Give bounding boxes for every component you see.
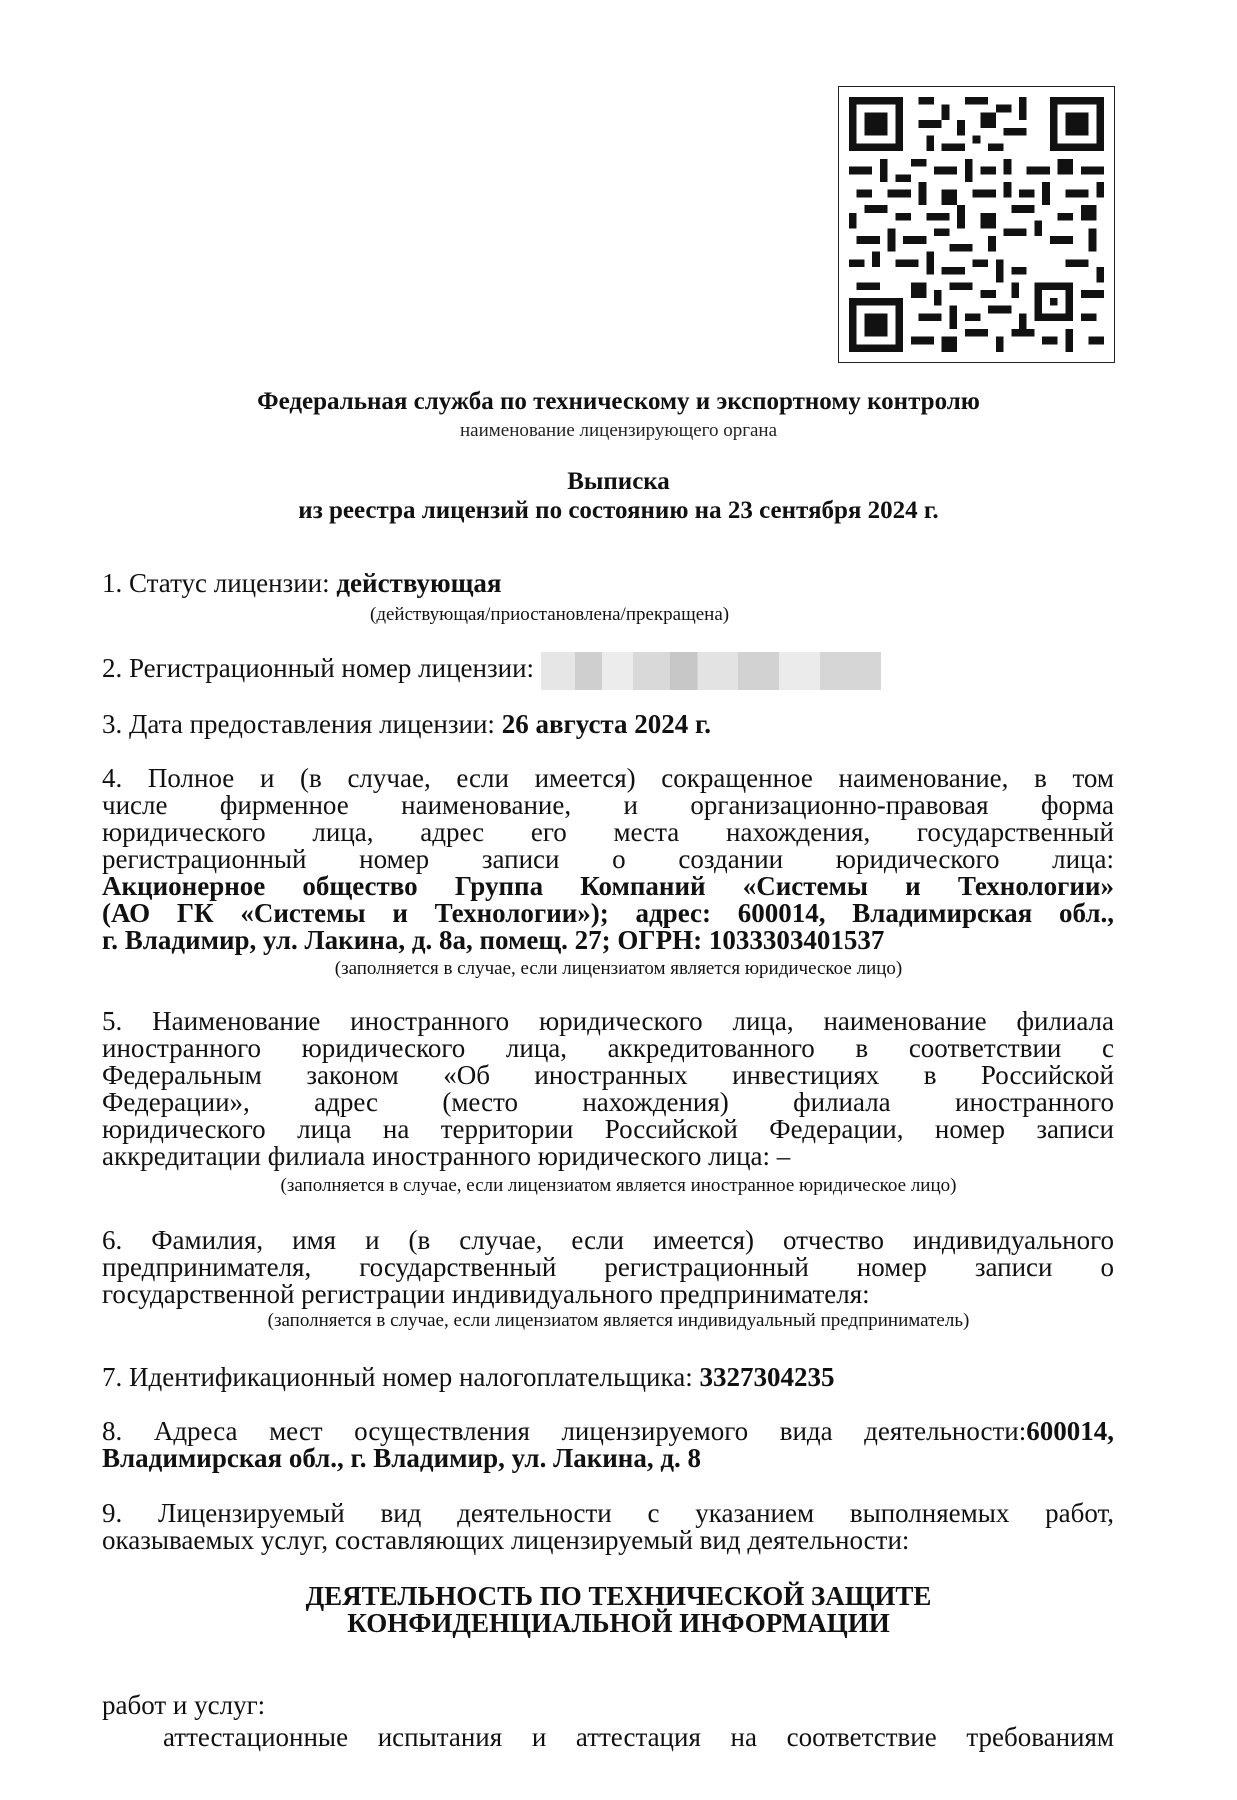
entity-value-line-1: Акционерное общество Группа Компаний «Системы и Технологии» [102,871,1114,901]
item-5-hint: (заполняется в случае, если лицензиатом является иностранное юридическое лицо) [280,1175,957,1196]
activity-title-line-1: ДЕЯТЕЛЬНОСТЬ ПО ТЕХНИЧЕСКОЙ ЗАЩИТЕ [305,1581,932,1611]
page-title: Выписка [567,468,670,495]
item-6-hint: (заполняется в случае, если лицензиатом является индивидуальный предприниматель) [267,1310,970,1331]
activity-title-line-2: КОНФИДЕНЦИАЛЬНОЙ ИНФОРМАЦИИ [347,1608,890,1638]
page-subtitle: из реестра лицензий по состоянию на 23 сентября 2024 г. [298,497,939,524]
qr-code-icon [849,97,1104,352]
item-4-line-4: регистрационный номер записи о создании юридического лица: [102,844,1114,874]
item-5-line-2: иностранного юридического лица, аккредитованного в соответствии с [102,1033,1114,1063]
entity-value-line-3: г. Владимир, ул. Лакина, д. 8а, помещ. 27; ОГРН: 1033303401537 [102,925,885,955]
item-8-line-1 [102,1418,1114,1445]
entity-value-line-2: (АО ГК «Системы и Технологии»); адрес: 600014, Владимирская обл., [102,898,1114,928]
item-9-line-1: 9. Лицензируемый вид деятельности с указанием выполняемых работ, [102,1498,1114,1528]
item-4-hint: (заполняется в случае, если лицензиатом является юридическое лицо) [334,958,903,979]
item-5-line-1: 5. Наименование иностранного юридического лица, наименование филиала [102,1006,1114,1036]
item-5-line-6: аккредитации филиала иностранного юридического лица: – [102,1141,791,1171]
item-1-hint: (действующая/приостановлена/прекращена) [370,604,730,625]
item-9-line-2: оказываемых услуг, составляющих лицензируемый вид деятельности: [102,1525,910,1555]
item-1-status [102,570,1114,597]
item-7-label: 7. Идентификационный номер налогоплательщика: [102,1362,700,1392]
item-8-addresses [102,1418,1114,1472]
item-3-label: 3. Дата предоставления лицензии: [102,709,502,739]
authority-hint: наименование лицензирующего органа [459,420,778,441]
license-status-value: действующая [336,568,502,598]
item-6-line-3: государственной регистрации индивидуального предпринимателя: [102,1279,870,1309]
item-7-inn [102,1364,1114,1391]
address-value-part-1: 600014, [1026,1416,1114,1446]
item-6-line-1: 6. Фамилия, имя и (в случае, если имеется) отчество индивидуального [102,1225,1114,1255]
item-4-line-2: числе фирменное наименование, и организационно-правовая форма [102,790,1114,820]
item-6-individual [102,1227,1114,1308]
works-line-1: аттестационные испытания и аттестация на соответствие требованиям [163,1722,1114,1752]
item-9-activity [102,1500,1114,1554]
works-label: работ и услуг: [102,1690,266,1720]
item-4-line-3: юридического лица, адрес его места нахождения, государственный [102,817,1114,847]
inn-value: 3327304235 [699,1362,835,1392]
item-5-line-4: Федерации», адрес (место нахождения) филиала иностранного [102,1087,1114,1117]
item-5-line-3: Федеральным законом «Об иностранных инвестициях в Российской [102,1060,1114,1090]
redacted-license-number [541,652,881,690]
item-4-legal-entity [102,765,1114,954]
qr-code [838,86,1115,363]
item-1-label: 1. Статус лицензии: [102,568,337,598]
item-5-line-5: юридического лица на территории Российской Федерации, номер записи [102,1114,1114,1144]
item-2-label: 2. Регистрационный номер лицензии: [102,653,535,684]
item-8-label: 8. Адреса мест осуществления лицензируемого вида деятельности: [102,1416,1027,1446]
authority-name: Федеральная служба по техническому и экспортному контролю [257,388,980,415]
item-2-reg-number [102,652,1114,690]
item-3-date [102,711,1114,738]
item-6-line-2: предпринимателя, государственный регистрационный номер записи о [102,1252,1114,1282]
item-5-foreign-entity [102,1008,1114,1170]
license-date-value: 26 августа 2024 г. [501,709,711,739]
item-4-line-1: 4. Полное и (в случае, если имеется) сокращенное наименование, в том [102,763,1114,793]
address-value-part-2: Владимирская обл., г. Владимир, ул. Лакина, д. 8 [102,1443,702,1473]
